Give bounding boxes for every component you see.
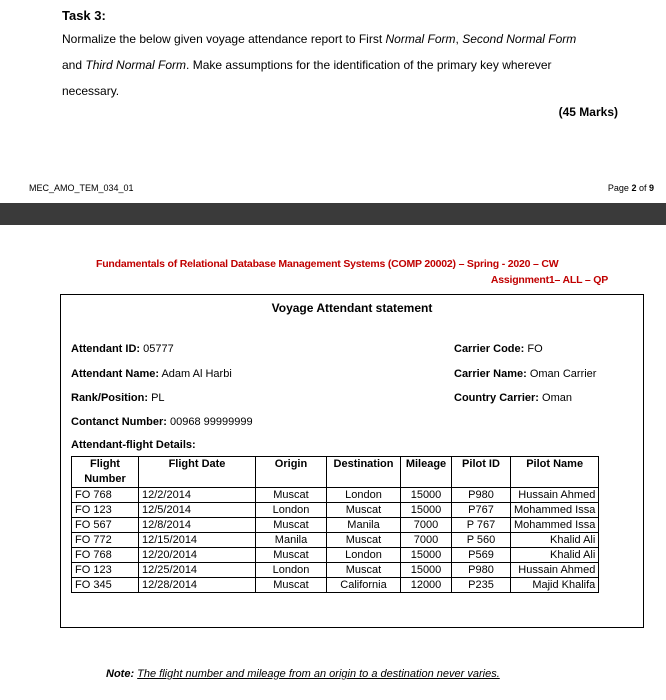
carrier-name-field: Carrier Name: Oman Carrier — [454, 368, 597, 380]
document-code: MEC_AMO_TEM_034_01 — [29, 183, 134, 193]
assignment-header: Assignment1– ALL – QP — [490, 274, 608, 286]
table-cell: P980 — [452, 563, 511, 578]
table-cell: Manila — [327, 518, 401, 533]
table-cell: 12/5/2014 — [139, 503, 256, 518]
table-cell: Khalid Ali — [511, 548, 599, 563]
table-cell: FO 123 — [72, 563, 139, 578]
header-destination: Destination — [327, 457, 401, 488]
table-cell: 12000 — [401, 578, 452, 593]
voyage-statement-box — [60, 294, 644, 628]
flight-details-label: Attendant-flight Details: — [71, 439, 196, 451]
header-mileage: Mileage — [401, 457, 452, 488]
task-description — [62, 26, 622, 104]
table-cell: 12/20/2014 — [139, 548, 256, 563]
table-cell: P235 — [452, 578, 511, 593]
table-cell: FO 768 — [72, 548, 139, 563]
table-cell: P569 — [452, 548, 511, 563]
table-header-row — [72, 457, 599, 488]
table-cell: 12/8/2014 — [139, 518, 256, 533]
table-cell: Muscat — [256, 488, 327, 503]
page-separator — [0, 203, 666, 225]
table-cell: FO 768 — [72, 488, 139, 503]
table-cell: 12/28/2014 — [139, 578, 256, 593]
table-cell: 15000 — [401, 488, 452, 503]
marks-label: (45 Marks) — [558, 105, 618, 119]
statement-title: Voyage Attendant statement — [271, 301, 433, 315]
table-cell: London — [327, 548, 401, 563]
table-cell: P 767 — [452, 518, 511, 533]
table-cell: Muscat — [327, 533, 401, 548]
header-flight-number: Flight Number — [72, 457, 139, 488]
table-cell: Muscat — [256, 518, 327, 533]
attendant-id-field: Attendant ID: 05777 — [71, 343, 174, 355]
table-cell: Muscat — [256, 578, 327, 593]
table-cell: FO 772 — [72, 533, 139, 548]
rank-field: Rank/Position: PL — [71, 392, 165, 404]
table-cell: 7000 — [401, 518, 452, 533]
header-pilot-name: Pilot Name — [511, 457, 599, 488]
table-cell: Muscat — [327, 503, 401, 518]
table-cell: Manila — [256, 533, 327, 548]
table-cell: Mohammed Issa — [511, 503, 599, 518]
table-row — [72, 518, 599, 533]
header-origin: Origin — [256, 457, 327, 488]
carrier-code-field: Carrier Code: FO — [454, 343, 543, 355]
page-2-section — [0, 225, 666, 700]
table-cell: Mohammed Issa — [511, 518, 599, 533]
table-cell: FO 123 — [72, 503, 139, 518]
table-cell: FO 567 — [72, 518, 139, 533]
table-cell: FO 345 — [72, 578, 139, 593]
table-row — [72, 488, 599, 503]
table-cell: Majid Khalifa — [511, 578, 599, 593]
table-row — [72, 548, 599, 563]
page-1-section — [0, 0, 666, 203]
table-cell: Muscat — [327, 563, 401, 578]
table-cell: Hussain Ahmed — [511, 488, 599, 503]
table-row — [72, 503, 599, 518]
table-cell: California — [327, 578, 401, 593]
header-pilot-id: Pilot ID — [452, 457, 511, 488]
table-cell: Hussain Ahmed — [511, 563, 599, 578]
table-cell: 15000 — [401, 503, 452, 518]
task-line-2: and Third Normal Form. Make assumptions for the identification of the primary key wherever — [62, 58, 552, 72]
table-cell: 7000 — [401, 533, 452, 548]
table-cell: London — [327, 488, 401, 503]
country-carrier-field: Country Carrier: Oman — [454, 392, 572, 404]
task-title: Task 3: — [62, 8, 106, 23]
course-header: Fundamentals of Relational Database Management Systems (COMP 20002) – Spring - 2020 – CW — [96, 258, 559, 270]
table-cell: 12/2/2014 — [139, 488, 256, 503]
table-cell: London — [256, 503, 327, 518]
page-number: Page 2 of 9 — [607, 183, 654, 193]
table-cell: 15000 — [401, 548, 452, 563]
table-cell: 12/25/2014 — [139, 563, 256, 578]
flight-details-table — [71, 456, 599, 593]
table-cell: Khalid Ali — [511, 533, 599, 548]
table-cell: P980 — [452, 488, 511, 503]
table-row — [72, 533, 599, 548]
table-cell: Muscat — [256, 548, 327, 563]
note-text: The flight number and mileage from an origin to a destination never varies. — [137, 668, 500, 680]
table-cell: P 560 — [452, 533, 511, 548]
contact-field: Contanct Number: 00968 99999999 — [71, 416, 253, 428]
table-cell: 12/15/2014 — [139, 533, 256, 548]
table-row — [72, 578, 599, 593]
attendant-name-field: Attendant Name: Adam Al Harbi — [71, 368, 232, 380]
table-cell: P767 — [452, 503, 511, 518]
note: Note: The flight number and mileage from an origin to a destination never varies. — [106, 668, 500, 680]
task-line-1: Normalize the below given voyage attendance report to First Normal Form, Second Normal Form — [62, 32, 577, 46]
table-cell: 15000 — [401, 563, 452, 578]
table-cell: London — [256, 563, 327, 578]
table-row — [72, 563, 599, 578]
header-flight-date: Flight Date — [139, 457, 256, 488]
task-line-3: necessary. — [62, 84, 120, 98]
